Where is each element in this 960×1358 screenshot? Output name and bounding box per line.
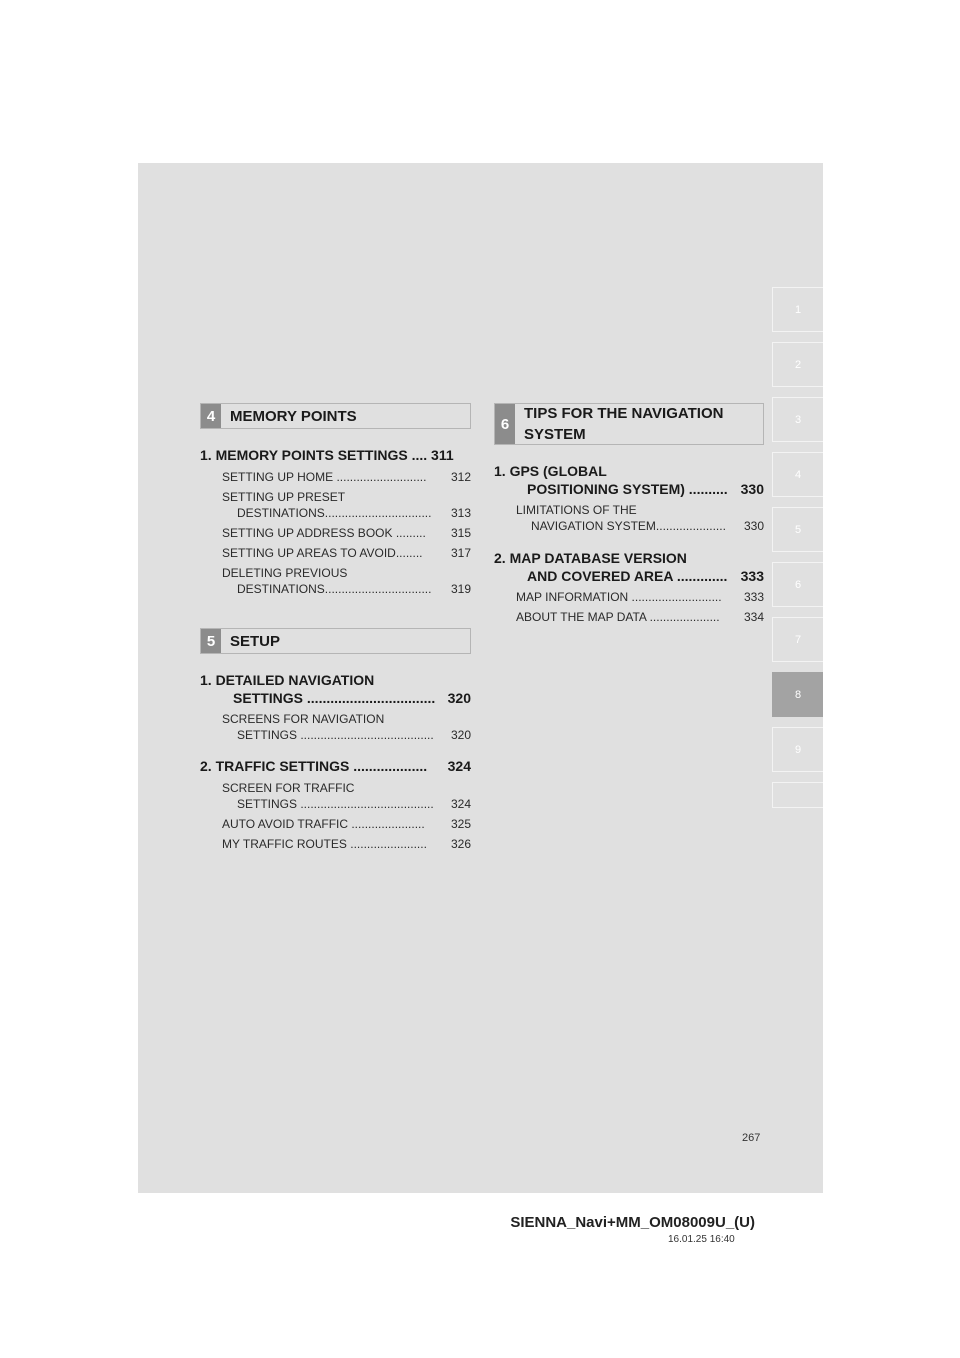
toc-sub-entry[interactable]: LIMITATIONS OF THE [516,503,637,517]
toc-sub-list [222,780,471,856]
toc-sub-entry[interactable]: SETTINGS ........................................ 324 [237,797,471,811]
section-5-header [200,628,471,654]
toc-sub-entry[interactable]: MAP INFORMATION ........................... 333 [516,590,764,604]
section-title: TIPS FOR THE NAVIGATION SYSTEM [524,405,724,443]
toc-sub-entry[interactable]: DESTINATIONS................................ 313 [237,506,471,520]
toc-sub-list [222,469,471,601]
toc-entry-gps[interactable]: 1. GPS (GLOBAL POSITIONING SYSTEM) .......... 330 [494,463,764,497]
toc-sub-entry[interactable]: SETTING UP AREAS TO AVOID........ 317 [222,546,471,560]
chapter-tab-5[interactable]: 5 [772,507,823,552]
toc-sub-entry[interactable]: DESTINATIONS................................ 319 [237,582,471,596]
toc-entry-traffic-settings[interactable]: 2. TRAFFIC SETTINGS ................... 324 [200,758,471,774]
toc-sub-entry[interactable]: SCREEN FOR TRAFFIC [222,781,355,795]
toc-entry-memory-points-settings[interactable]: 1. MEMORY POINTS SETTINGS .... 311 [200,447,454,463]
toc-sub-entry[interactable]: DELETING PREVIOUS [222,566,348,580]
chapter-tab-4[interactable]: 4 [772,452,823,497]
toc-sub-entry[interactable]: AUTO AVOID TRAFFIC ...................... 325 [222,817,471,831]
toc-sub-entry[interactable]: ABOUT THE MAP DATA ..................... 334 [516,610,764,624]
toc-entry-detailed-navigation-settings[interactable]: 1. DETAILED NAVIGATION SETTINGS ................................. 320 [200,672,471,706]
section-4-header [200,403,471,429]
chapter-tab-8[interactable]: 8 [772,672,823,717]
toc-sub-entry[interactable]: SETTING UP ADDRESS BOOK ......... 315 [222,526,471,540]
section-number: 5 [201,629,221,653]
toc-sub-entry[interactable]: SETTING UP HOME ........................... 312 [222,470,471,484]
toc-sub-entry[interactable]: MY TRAFFIC ROUTES ....................... 326 [222,837,471,851]
footer-timestamp: 16.01.25 16:40 [668,1234,735,1245]
chapter-tab-2[interactable]: 2 [772,342,823,387]
toc-sub-list [516,589,764,629]
toc-sub-entry[interactable]: SCREENS FOR NAVIGATION [222,712,385,726]
chapter-tab-3[interactable]: 3 [772,397,823,442]
page-number: 267 [742,1132,761,1144]
toc-sub-entry[interactable]: SETTING UP PRESET [222,490,346,504]
section-6-header [494,403,764,445]
toc-sub-list [222,711,471,747]
section-number: 6 [495,404,515,444]
toc-entry-map-database-version[interactable]: 2. MAP DATABASE VERSION AND COVERED AREA ............. 333 [494,550,764,584]
chapter-tab-9[interactable]: 9 [772,727,823,772]
chapter-tab-1[interactable]: 1 [772,287,823,332]
toc-sub-entry[interactable]: NAVIGATION SYSTEM..................... 330 [531,519,764,533]
chapter-tab-blank[interactable] [772,782,823,808]
chapter-tab-6[interactable]: 6 [772,562,823,607]
footer-document-code: SIENNA_Navi+MM_OM08009U_(U) [510,1214,755,1231]
toc-sub-list [516,502,764,538]
toc-sub-entry[interactable]: SETTINGS ........................................ 320 [237,728,471,742]
section-title: SETUP [230,632,281,650]
section-number: 4 [201,404,221,428]
chapter-tab-7[interactable]: 7 [772,617,823,662]
section-title: MEMORY POINTS [230,407,357,425]
